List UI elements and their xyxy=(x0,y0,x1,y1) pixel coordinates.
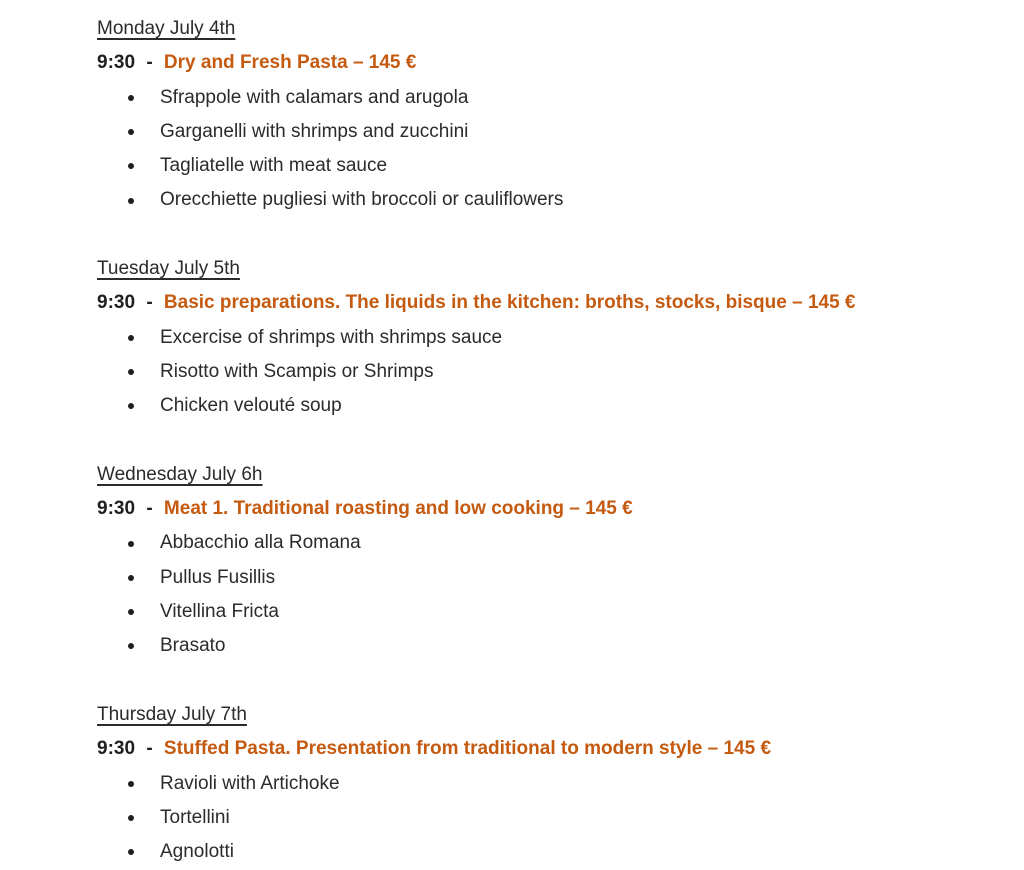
day-section-wednesday xyxy=(97,458,984,664)
course-line xyxy=(97,732,984,766)
menu-item: Vitellina Fricta xyxy=(97,595,984,629)
menu-list xyxy=(97,767,984,870)
menu-item: Agnolotti xyxy=(97,835,984,869)
day-section-monday xyxy=(97,12,984,218)
course-title: Stuffed Pasta. Presentation from traditional to modern style – 145 € xyxy=(163,738,772,760)
course-title: Dry and Fresh Pasta – 145 € xyxy=(163,52,417,74)
day-heading: Monday July 4th xyxy=(97,18,236,39)
course-time: 9:30 xyxy=(97,738,136,760)
course-line xyxy=(97,492,984,526)
menu-item: Chicken velouté soup xyxy=(97,389,984,423)
course-time: 9:30 xyxy=(97,498,136,520)
day-heading: Wednesday July 6h xyxy=(97,463,263,485)
menu-item: Abbacchio alla Romana xyxy=(97,526,984,560)
menu-list xyxy=(97,81,984,218)
time-title-separator: - xyxy=(146,292,153,314)
course-line xyxy=(97,46,984,80)
menu-item: Brasato xyxy=(97,629,984,663)
menu-list xyxy=(97,526,984,663)
menu-item: Ravioli with Artichoke xyxy=(97,767,984,801)
menu-item: Pullus Fusillis xyxy=(97,561,984,595)
course-time: 9:30 xyxy=(97,292,136,314)
time-title-separator: - xyxy=(146,498,153,520)
day-section-tuesday xyxy=(97,252,984,423)
course-title: Meat 1. Traditional roasting and low cooking – 145 € xyxy=(163,498,633,520)
menu-item: Orecchiette pugliesi with broccoli or cauliflowers xyxy=(97,183,984,217)
day-heading: Thursday July 7th xyxy=(97,703,247,725)
menu-item: Tortellini xyxy=(97,801,984,835)
course-time: 9:30 xyxy=(97,52,136,74)
menu-item: Sfrappole with calamars and arugola xyxy=(97,81,984,115)
menu-item: Excercise of shrimps with shrimps sauce xyxy=(97,321,984,355)
time-title-separator: - xyxy=(146,52,153,74)
course-line xyxy=(97,286,984,320)
menu-item: Garganelli with shrimps and zucchini xyxy=(97,115,984,149)
menu-item: Risotto with Scampis or Shrimps xyxy=(97,355,984,389)
day-section-thursday xyxy=(97,698,984,869)
menu-item: Tagliatelle with meat sauce xyxy=(97,149,984,183)
day-heading: Tuesday July 5th xyxy=(97,258,240,280)
course-title: Basic preparations. The liquids in the kitchen: broths, stocks, bisque – 145 € xyxy=(163,292,856,314)
menu-list xyxy=(97,321,984,424)
time-title-separator: - xyxy=(146,738,153,760)
